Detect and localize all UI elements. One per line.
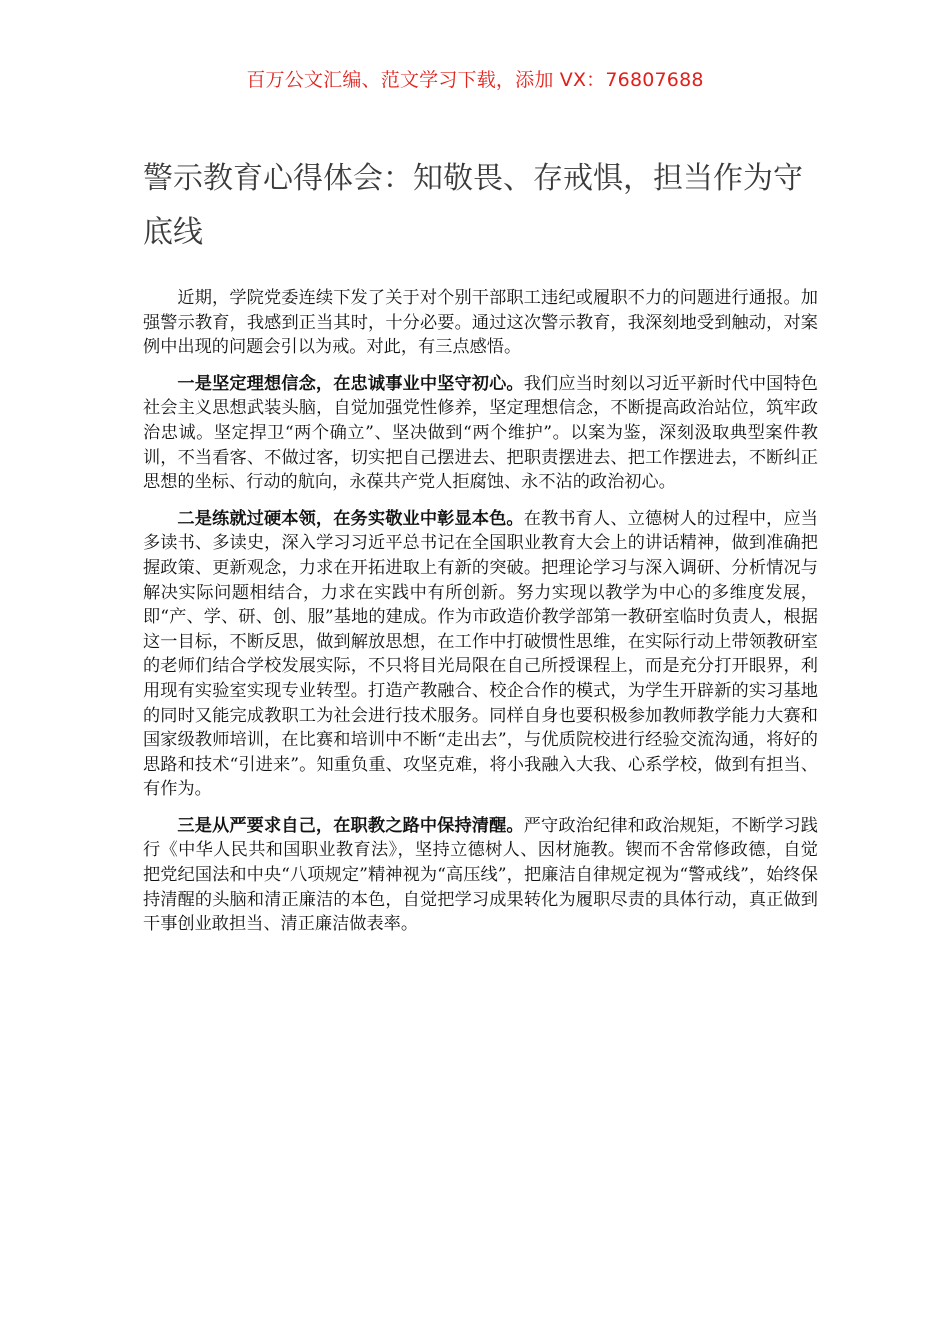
paragraph-text: 我们应当时刻以习近平新时代中国特色社会主义思想武装头脑，自觉加强党性修养，坚定理想信念，不断提高政治站位，筑牢政治忠诚。坚定捍卫“两个确立”、坚决做到“两个维护”。以案为鉴，深刻汲取典型案件教训，不当看客、不做过客，切实把自己摆进去、把职责摆进去、把工作摆进去，不断纠正思想的坐标、行动的航向，永葆共产党人拒腐蚀、永不沾的政治初心。 [143,373,818,493]
paragraph-lead: 二是练就过硬本领，在务实敬业中彰显本色。 [177,508,524,529]
paragraph-point-1 [143,372,818,495]
page-title: 警示教育心得体会：知敬畏、存戒惧，担当作为守底线 [143,161,803,250]
paragraph-point-3 [143,814,818,937]
paragraph-point-2 [143,507,818,802]
article-body [143,286,818,949]
paragraph-text: 在教书育人、立德树人的过程中，应当多读书、多读史，深入学习习近平总书记在全国职业教育大会上的讲话精神，做到准确把握政策、更新观念，力求在开拓进取上有新的突破。把理论学习与深入调研、分析情况与解决实际问题相结合，力求在实践中有所创新。努力实现以教学为中心的多维度发展，即“产、学、研、创、服”基地的建成。作为市政造价教学部第一教研室临时负责人，根据这一目标，不断反思，做到解放思想，在工作中打破惯性思维，在实际行动上带领教研室的老师们结合学校发展实际，不只将目光局限在自己所授课程上，而是充分打开眼界，利用现有实验室实现专业转型。打造产教融合、校企合作的模式，为学生开辟新的实习基地的同时又能完成教职工为社会进行技术服务。同样自身也要积极参加教师教学能力大赛和国家级教师培训，在比赛和培训中不断“走出去”，与优质院校进行经验交流沟通，将好的思路和技术“引进来”。知重负重、攻坚克难，将小我融入大我、心系学校，做到有担当、有作为。 [143,508,818,800]
promo-banner: 百万公文汇编、范文学习下载，添加 VX：76807688 [246,69,704,91]
paragraph-intro [143,286,818,360]
paragraph-lead: 三是从严要求自己，在职教之路中保持清醒。 [177,815,524,836]
paragraph-lead: 一是坚定理想信念，在忠诚事业中坚守初心。 [177,373,524,394]
paragraph-text: 严守政治纪律和政治规矩，不断学习践行《中华人民共和国职业教育法》，坚持立德树人、因材施教。锲而不舍常修政德，自觉把党纪国法和中央“八项规定”精神视为“高压线”，把廉洁自律规定视为“警戒线”，始终保持清醒的头脑和清正廉洁的本色，自觉把学习成果转化为履职尽责的具体行动，真正做到干事创业敢担当、清正廉洁做表率。 [143,815,818,935]
paragraph-text: 近期，学院党委连续下发了关于对个别干部职工违纪或履职不力的问题进行通报。加强警示教育，我感到正当其时，十分必要。通过这次警示教育，我深刻地受到触动，对案例中出现的问题会引以为戒。对此，有三点感悟。 [143,288,818,358]
